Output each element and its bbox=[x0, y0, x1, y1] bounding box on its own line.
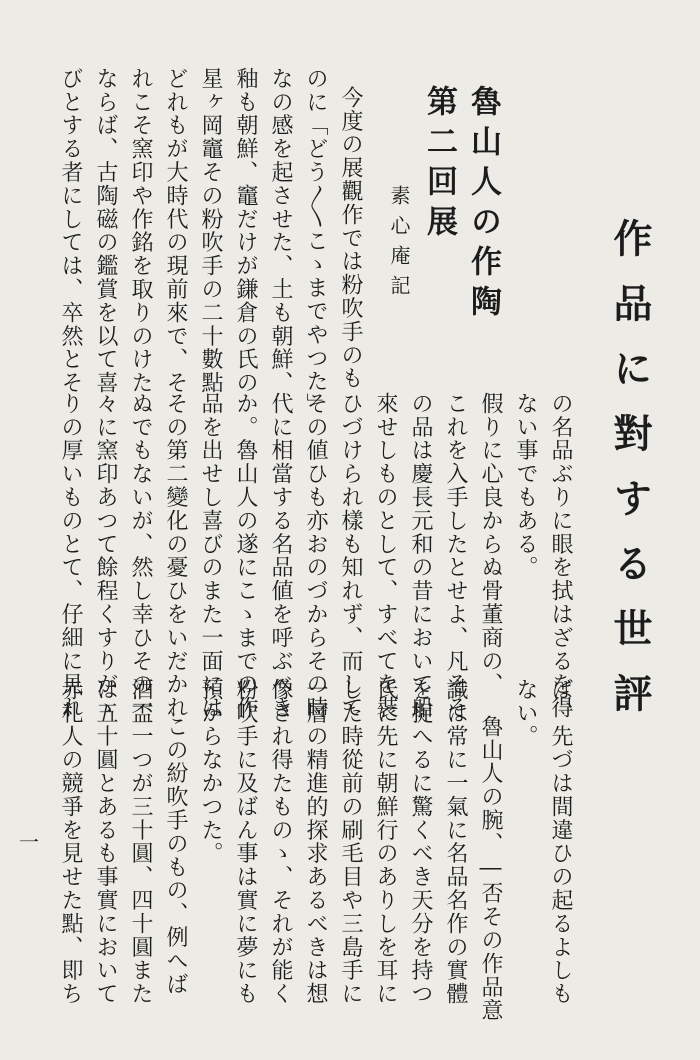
text-column: ない事でもある。 bbox=[513, 392, 538, 580]
text-column: この紛吹手のもの、例へば bbox=[163, 715, 188, 996]
article-title: 魯山人の作陶 bbox=[465, 85, 501, 325]
text-column: 魯山人の腕、―否その作品意 bbox=[478, 715, 503, 1023]
text-column: のに「どう〳〵こゝまでやつた」 bbox=[303, 67, 328, 417]
text-column: 假りに心良からぬ骨董商の、 bbox=[478, 392, 503, 697]
text-column: 來せしものとして、すべてを裝 bbox=[373, 392, 398, 720]
text-column: 代に相當する名品値を呼ぶべき bbox=[268, 392, 293, 720]
text-column: ならば、古陶磁の鑑賞を以て喜 bbox=[93, 67, 118, 395]
text-column: の品は慶長元和の昔において船 bbox=[408, 392, 433, 720]
text-column: 品を出せし喜びのまた一面には bbox=[198, 392, 223, 720]
main-heading: 作品に對する世評 bbox=[607, 218, 653, 738]
text-column: か。魯山人の遂にこゝまでの作 bbox=[233, 392, 258, 720]
text-column: 一層の精進的探求あるべきは想 bbox=[303, 678, 328, 1006]
text-column: 々に窯印あつて餘程くすりがゝ bbox=[93, 392, 118, 720]
text-column: 識は常に一氣に名品名作の實體 bbox=[443, 678, 468, 1006]
text-column: した時從前の刷毛目や三島手に bbox=[338, 678, 363, 1006]
text-column: は五十圓とあるも事實において bbox=[93, 678, 118, 1006]
text-column: ば、先づは間違ひの起るよしも bbox=[548, 678, 573, 1006]
article-subtitle: 第二回展 bbox=[421, 85, 457, 245]
text-column: 像され得たものゝ、それが能く bbox=[268, 678, 293, 1006]
text-column: の名品ぶりに眼を拭はざるを得 bbox=[548, 392, 573, 720]
text-column: 釉も朝鮮、竈だけが鎌倉の氏の bbox=[233, 67, 258, 395]
text-column: その値ひも亦おのづからその時 bbox=[303, 392, 328, 720]
text-column: 今度の展觀作では粉吹手のも bbox=[338, 86, 363, 391]
text-column: その第二變化の憂ひをいだかれ bbox=[163, 392, 188, 720]
text-column: ない。 bbox=[513, 678, 538, 749]
text-column: 酒盃一つが三十圓、四十圓また bbox=[128, 678, 153, 1006]
page-number: 一 bbox=[19, 830, 39, 854]
text-column: 氏に先に朝鮮行のありしを耳に bbox=[373, 678, 398, 1006]
article-author: 素心庵記 bbox=[387, 185, 411, 305]
text-column: ぬでもないが、然し幸ひその一 bbox=[128, 392, 153, 720]
text-column: びとする者にしては、卒然とそ bbox=[58, 67, 83, 395]
text-column: 星ヶ岡竈その粉吹手の二十數點 bbox=[198, 67, 223, 395]
text-column: りの厚いものとて、仔細に見れ bbox=[58, 392, 83, 720]
text-column: 預からなかつた。 bbox=[198, 678, 223, 866]
text-column: ひづけられ樣も知れず、而して bbox=[338, 392, 363, 720]
text-column: れこそ窯印や作銘を取りのけた bbox=[128, 67, 153, 395]
text-column: 赤札人の競爭を見せた點、即ち bbox=[58, 678, 83, 1006]
text-column: これを入手したとせよ、凡そそ bbox=[443, 392, 468, 720]
text-column: なの感を起させた、土も朝鮮、 bbox=[268, 67, 293, 395]
text-column: どれもが大時代の現前來で、そ bbox=[163, 67, 188, 395]
text-column: 粉吹手に及ばん事は實に夢にも bbox=[233, 678, 258, 1006]
text-column: を捉へるに驚くべき天分を持つ bbox=[408, 678, 433, 1006]
